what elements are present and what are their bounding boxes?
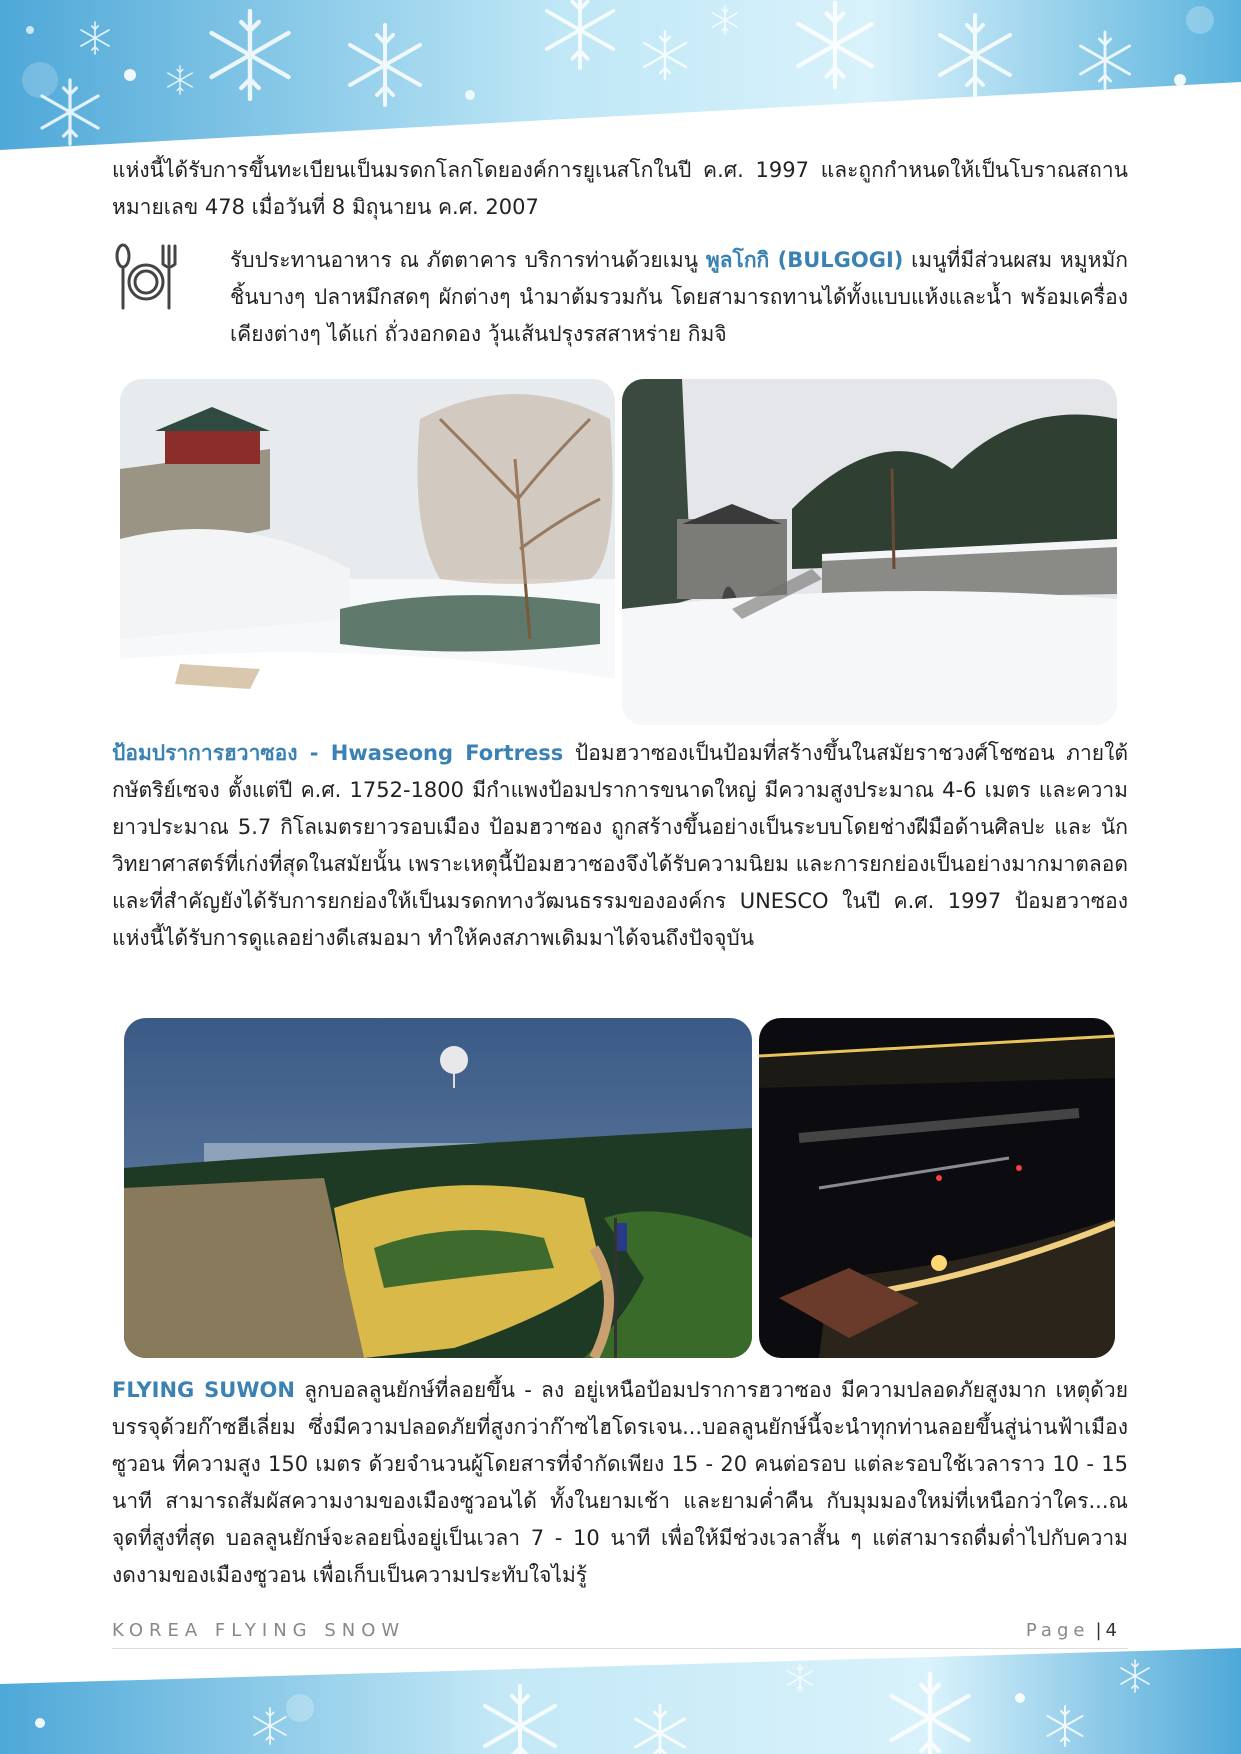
dining-text-start: รับประทานอาหาร ณ ภัตตาคาร บริการท่านด้วยเมนู <box>230 248 706 272</box>
top-snowflake-banner <box>0 0 1241 150</box>
snowy-fortress-pond-photo <box>120 379 615 725</box>
page-label: Page <box>1025 1620 1090 1641</box>
night-aerial-fortress-photo <box>759 1018 1115 1358</box>
flying-suwon-description: ลูกบอลลูนยักษ์ที่ลอยขึ้น - ลง อยู่เหนือป้อมปราการฮวาซอง มีความปลอดภัยสูงมาก เหตุด้วยบรรจุด้วยก๊าซฮีเลี่ยม ซึ่งมีความปลอดภัยที่สูงกว่าก๊าซไฮโดรเจน...บอลลูนยักษ์นี้จะนำทุกท่านลอยขึ้นสู่น่านฟ้าเมืองซูวอน ที่ความสูง 150 เมตร ด้วยจำนวนผู้โดยสารที่จำกัดเพียง 15 - 20 คนต่อรอบ แต่ละรอบใช้เวลาราว 10 - 15 นาที สามารถสัมผัสความงามของเมืองซูวอนได้ ทั้งในยามเช้า และยามค่ำคืน กับมุมมองใหม่ที่เหนือกว่าใคร...ณ จุดที่สูงที่สุด บอลลูนยักษ์จะลอยนิ่งอยู่เป็นเวลา 7 - 10 นาที เพื่อให้มีช่วงเวลาสั้น ๆ แต่สามารถดื่มด่ำไปกับความงดงามของเมืองซูวอน เพื่อเก็บเป็นความประทับใจไม่รู้ <box>112 1378 1128 1587</box>
flying-suwon-paragraph <box>112 1372 1128 1594</box>
dining-plate-icon <box>115 242 177 312</box>
flying-suwon-highlight: FLYING SUWON <box>112 1378 295 1402</box>
dining-paragraph <box>230 242 1128 353</box>
intro-paragraph: แห่งนี้ได้รับการขึ้นทะเบียนเป็นมรดกโลกโดยองค์การยูเนสโกในปี ค.ศ. 1997 และถูกกำหนดให้เป็นโบราณสถานหมายเลข 478 เมื่อวันที่ 8 มิถุนายน ค.ศ. 2007 <box>112 158 1128 219</box>
bottom-snowflake-banner <box>0 1648 1241 1754</box>
hwaseong-fortress-highlight: ป้อมปราการฮวาซอง - Hwaseong Fortress <box>112 741 564 765</box>
hwaseong-paragraph <box>112 735 1128 957</box>
bulgogi-highlight: พูลโกกิ (BULGOGI) <box>705 248 904 272</box>
snowy-fortress-wall-photo <box>622 379 1117 725</box>
lit-fortress-wall-balloon-photo <box>124 1018 752 1358</box>
page-separator: | <box>1095 1620 1102 1641</box>
page-indicator <box>1026 1620 1117 1641</box>
footer-title: KOREA FLYING SNOW <box>112 1620 406 1641</box>
page-number: 4 <box>1105 1620 1117 1641</box>
hwaseong-description: ป้อมฮวาซองเป็นป้อมที่สร้างขึ้นในสมัยราชวงศ์โชซอน ภายใต้กษัตริย์เซจง ตั้งแต่ปี ค.ศ. 1752-1800 มีกำแพงป้อมปราการขนาดใหญ่ มีความสูงประมาณ 4-6 เมตร และความยาวประมาณ 5.7 กิโลเมตรยาวรอบเมือง ป้อมฮวาซอง ถูกสร้างขึ้นอย่างเป็นระบบโดยช่างฝีมือด้านศิลปะ และ นักวิทยาศาสตร์ที่เก่งที่สุดในสมัยนั้น เพราะเหตุนี้ป้อมฮวาซองจึงได้รับความนิยม และการยกย่องเป็นอย่างมากมาตลอด และที่สำคัญยังได้รับการยกย่องให้เป็นมรดกทางวัฒนธรรมขององค์กร UNESCO ในปี ค.ศ. 1997 ป้อมฮวาซองแห่งนี้ได้รับการดูแลอย่างดีเสมอมา ทำให้คงสภาพเดิมมาได้จนถึงปัจจุบัน <box>112 741 1129 950</box>
dining-text-end: เมนูที่มีส่วนผสม หมูหมักชิ้นบางๆ ปลาหมึกสดๆ ผักต่างๆ นำมาต้มรวมกัน โดยสามารถทานได้ทั้งแบบแห้งและน้ำ พร้อมเครื่องเคียงต่างๆ ได้แก่ ถั่วงอกดอง วุ้นเส้นปรุงรสสาหร่าย กิมจิ <box>230 248 1129 346</box>
